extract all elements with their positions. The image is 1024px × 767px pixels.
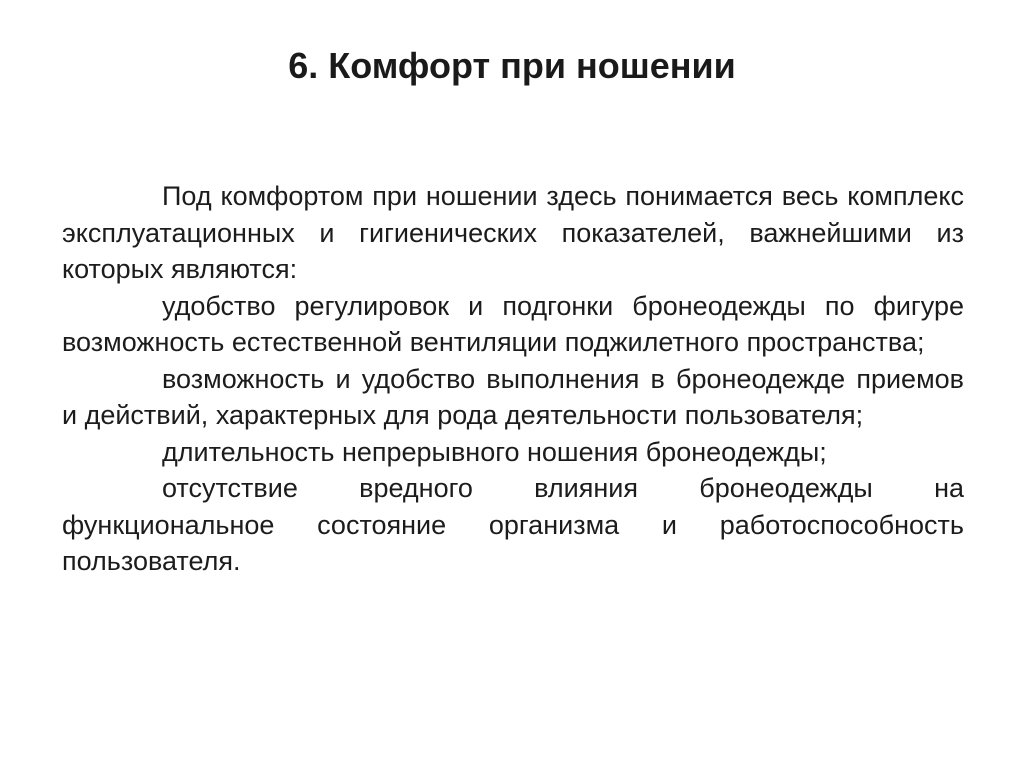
paragraph-health: отсутствие вредного влияния бронеодежды на функциональное состояние организма и работоспособность пользователя. [62, 473, 964, 576]
paragraph-mobility: возможность и удобство выполнения в бронеодежде приемов и действий, характерных для рода деятельности пользователя; [62, 363, 964, 430]
slide-title: 6. Комфорт при ношении [288, 45, 736, 86]
paragraph-duration: длительность непрерывного ношения бронеодежды; [162, 436, 827, 467]
slide-body [62, 178, 964, 580]
paragraph-adjustment: удобство регулировок и подгонки бронеодежды по фигуре возможность естественной вентиляции поджилетного пространства; [62, 290, 964, 357]
paragraph-intro: Под комфортом при ношении здесь понимается весь комплекс эксплуатационных и гигиенических показателей, важнейшими из которых являются: [62, 181, 964, 284]
